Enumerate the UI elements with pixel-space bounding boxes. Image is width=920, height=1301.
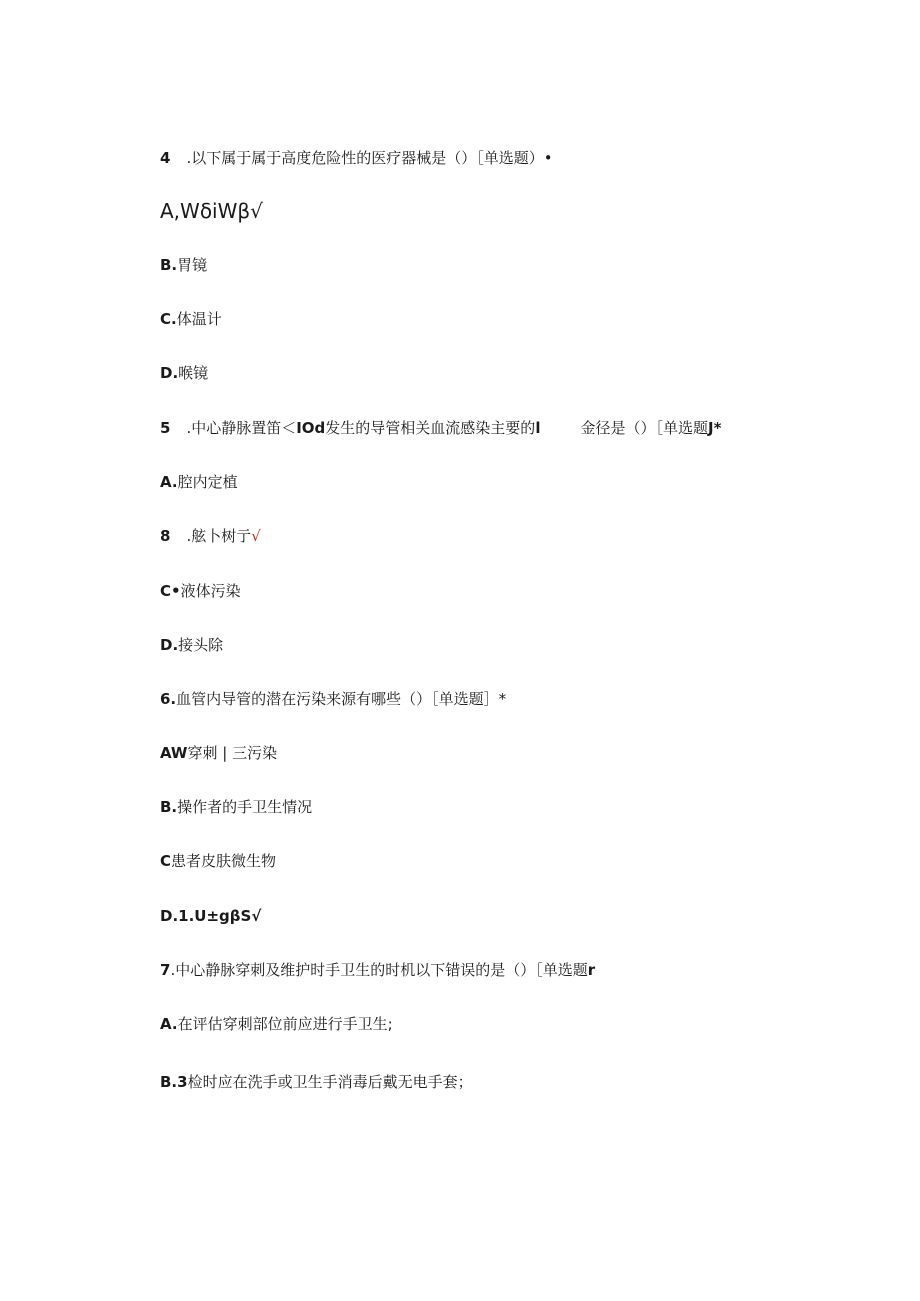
question-number: 4 [160,149,171,167]
question-text-part: 发生的导管相关血流感染主要的 [325,419,536,437]
option-text: 患者皮肤微生物 [171,852,277,870]
option-key: A. [160,1015,178,1033]
question-5-stem [160,418,721,438]
option-text: 液体污染 [180,582,241,600]
option-key: B. [160,256,178,274]
option-text: 操作者的手卫生情况 [177,798,313,816]
option-key: A. [160,473,178,491]
option-key: D. [160,364,179,382]
question-4-option-d [160,363,208,383]
option-key: D. [160,636,179,654]
question-6-option-a [160,743,277,763]
option-text: 腔内定植 [177,473,238,491]
question-7-stem [160,960,595,980]
option-text: 体温计 [176,310,222,328]
question-text-part: 金径是（）［单选题 [580,419,708,437]
option-text: 胃镜 [177,256,208,274]
question-text-bold: r [587,961,596,979]
option-key: C [160,852,172,870]
question-4-option-c [160,309,222,329]
question-4-option-b [160,255,207,275]
question-6-option-c [160,851,276,871]
question-text: .中心静脉穿刺及维护时手卫生的时机以下错误的是（）［单选题 [170,961,588,979]
question-7-option-b [160,1072,473,1092]
option-text: 喉镜 [178,364,209,382]
question-5-option-c [160,581,241,601]
question-5-option-a [160,472,238,492]
question-number: 5 [160,419,171,437]
option-text: 在评估穿刺部位前应进行手卫生; [177,1015,393,1033]
question-6-option-b [160,797,312,817]
question-5-option-b [160,526,261,546]
option-text: WδiWβ√ [180,199,263,223]
question-text-bold: J* [707,419,722,437]
question-6-stem [160,689,506,709]
option-text: 穿刺 | 三污染 [187,744,278,762]
option-key: B.3 [160,1073,188,1091]
question-number: 7 [160,961,171,979]
option-key: 8 [160,527,171,545]
question-number: 6. [160,690,177,708]
question-text: .以下属于属于高度危险性的医疗器械是（）［单选题）• [186,149,553,167]
question-7-option-a [160,1014,393,1034]
option-key: D.1.U [160,907,207,925]
option-text: .舷卜树亍 [186,527,252,545]
question-6-option-d [160,906,261,926]
question-5-option-d [160,635,223,655]
question-text-bold: l [535,419,541,437]
option-key: A, [160,199,181,223]
question-text-part: .中心静脉置笛＜ [186,419,297,437]
question-text: 血管内导管的潜在污染来源有哪些（）［单选题］* [176,690,507,708]
option-key: B. [160,798,178,816]
question-text-bold: IOd [296,419,326,437]
check-mark-icon: √ [251,527,261,545]
question-4-option-a [160,198,263,224]
option-text: 接头除 [178,636,224,654]
option-text: 检时应在洗手或卫生手消毒后戴无电手套； [187,1073,473,1091]
option-key: C. [160,310,177,328]
option-key: C• [160,582,181,600]
option-text: ±gβS√ [206,907,262,925]
question-4-stem [160,148,553,168]
option-key: AW [160,744,188,762]
